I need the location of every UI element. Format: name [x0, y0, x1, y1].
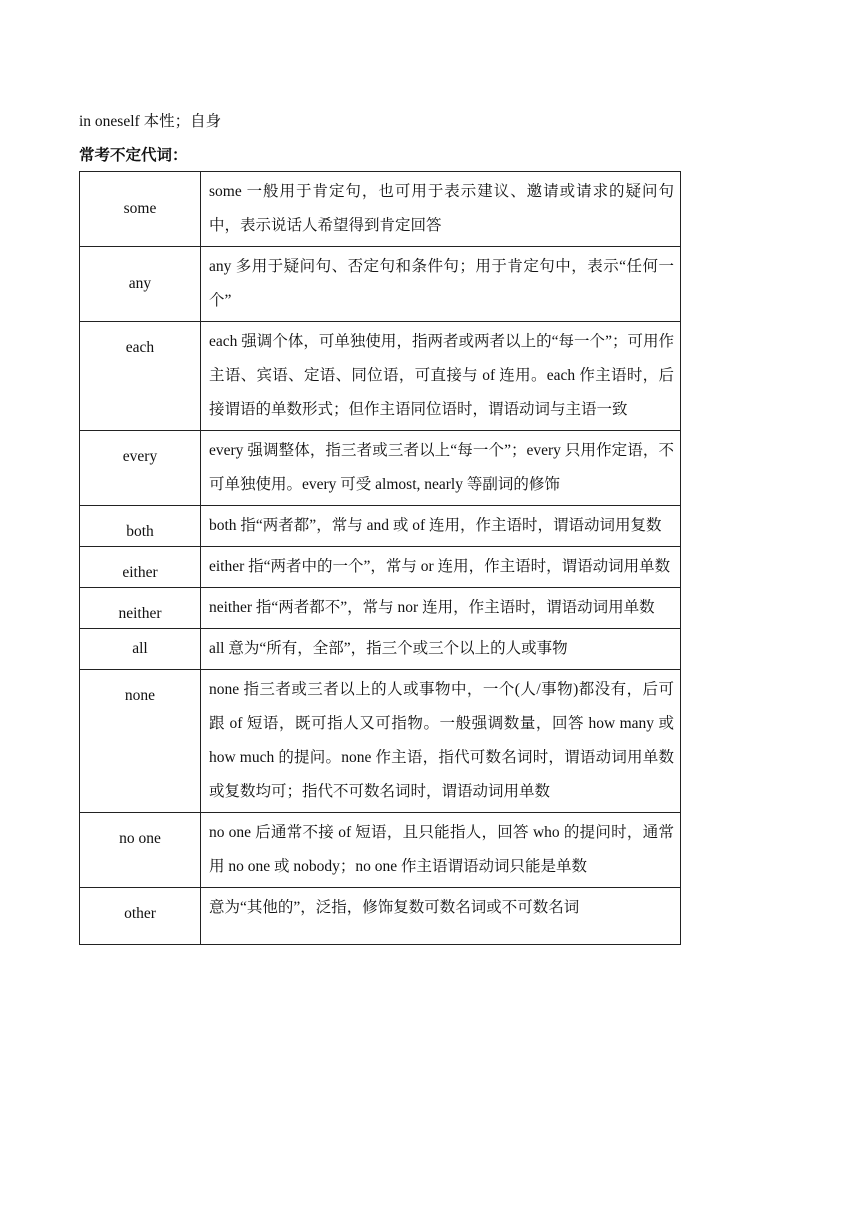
table-row	[80, 431, 681, 506]
description-cell: any 多用于疑问句、否定句和条件句；用于肯定句中，表示“任何一个”	[201, 247, 681, 322]
table-row	[80, 547, 681, 588]
description-cell: either 指“两者中的一个”，常与 or 连用，作主语时，谓语动词用单数	[201, 547, 681, 588]
table-row	[80, 670, 681, 813]
intro-line: in oneself 本性；自身	[79, 113, 222, 130]
description-cell: both 指“两者都”，常与 and 或 of 连用，作主语时，谓语动词用复数	[201, 506, 681, 547]
table-row	[80, 247, 681, 322]
term-cell: neither	[80, 588, 201, 629]
term-cell: both	[80, 506, 201, 547]
table-row	[80, 506, 681, 547]
description-cell: each 强调个体，可单独使用，指两者或两者以上的“每一个”；可用作主语、宾语、定语、同位语，可直接与 of 连用。each 作主语时，后接谓语的单数形式；但作主语同位语时，谓语动词与主语一致	[201, 322, 681, 431]
term-cell: none	[80, 670, 201, 813]
description-cell: 意为“其他的”，泛指，修饰复数可数名词或不可数名词	[201, 888, 681, 945]
description-cell: all 意为“所有，全部”，指三个或三个以上的人或事物	[201, 629, 681, 670]
section-heading: 常考不定代词：	[79, 147, 188, 164]
term-cell: every	[80, 431, 201, 506]
term-cell: any	[80, 247, 201, 322]
term-cell: each	[80, 322, 201, 431]
term-cell: other	[80, 888, 201, 945]
table-row	[80, 629, 681, 670]
table-row	[80, 813, 681, 888]
description-cell: neither 指“两者都不”，常与 nor 连用，作主语时，谓语动词用单数	[201, 588, 681, 629]
table-row	[80, 322, 681, 431]
term-cell: either	[80, 547, 201, 588]
description-cell: some 一般用于肯定句，也可用于表示建议、邀请或请求的疑问句中，表示说话人希望得到肯定回答	[201, 172, 681, 247]
description-cell: every 强调整体，指三者或三者以上“每一个”；every 只用作定语，不可单独使用。every 可受 almost, nearly 等副词的修饰	[201, 431, 681, 506]
term-cell: all	[80, 629, 201, 670]
description-cell: none 指三者或三者以上的人或事物中，一个(人/事物)都没有，后可跟 of 短语，既可指人又可指物。一般强调数量，回答 how many 或 how much 的提问。none 作主语，指代可数名词时，谓语动词用单数或复数均可；指代不可数名词时，谓语动词用单数	[201, 670, 681, 813]
term-cell: no one	[80, 813, 201, 888]
table-row	[80, 172, 681, 247]
table-row	[80, 888, 681, 945]
pronoun-table	[79, 171, 681, 945]
description-cell: no one 后通常不接 of 短语，且只能指人，回答 who 的提问时，通常用 no one 或 nobody；no one 作主语谓语动词只能是单数	[201, 813, 681, 888]
table-row	[80, 588, 681, 629]
term-cell: some	[80, 172, 201, 247]
